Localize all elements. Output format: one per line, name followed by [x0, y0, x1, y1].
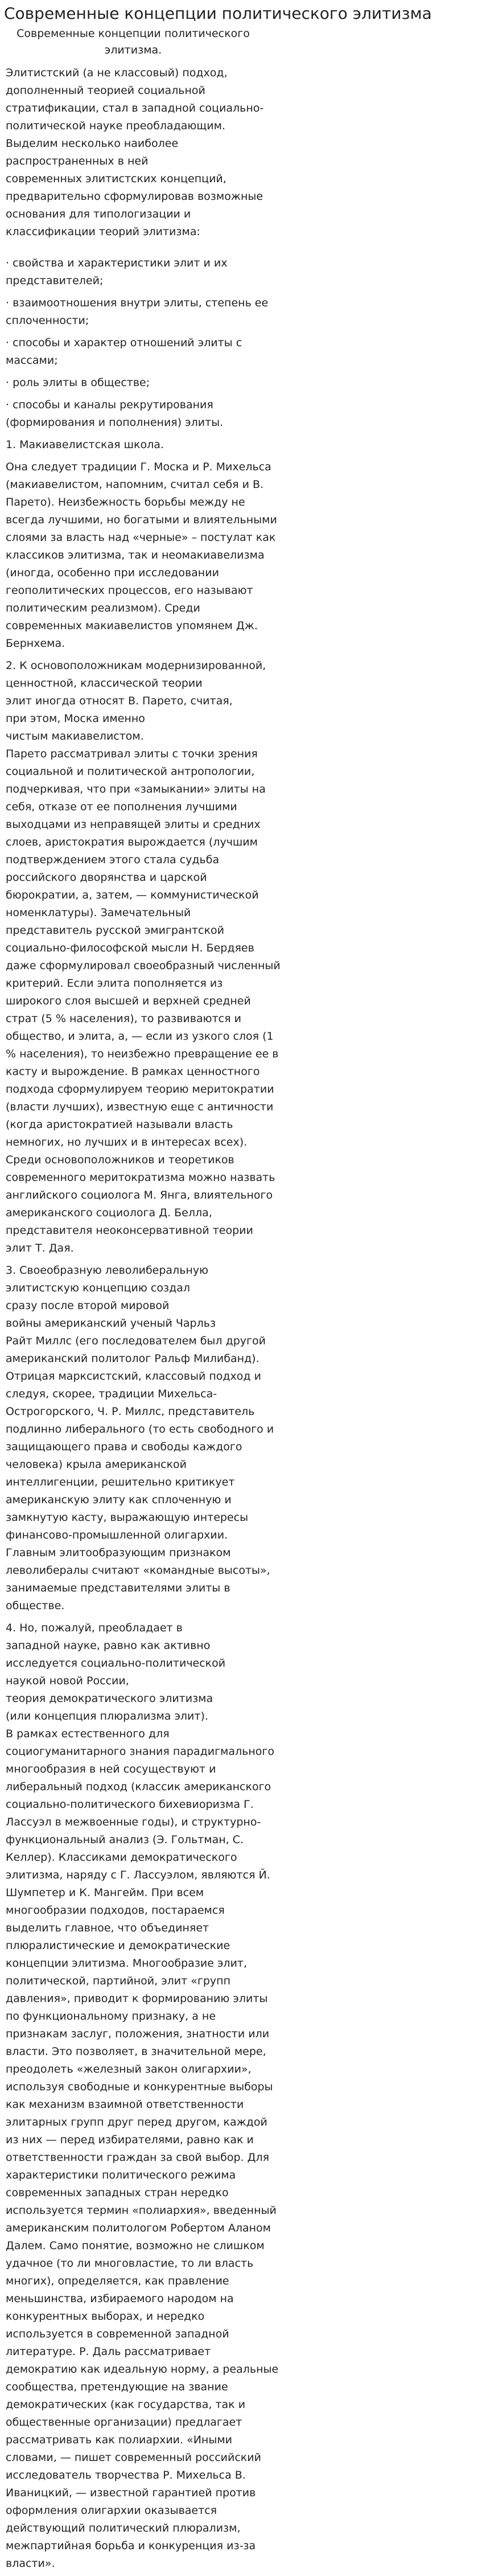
list-item: · роль элиты в обществе;	[6, 376, 150, 389]
section-paragraph: 4. Но, пожалуй, преобладает в западной науке, равно как активно исследуется социально-политической наукой новой России, теория демократического элитизма (или концепция плюрализма элит). В рамках естественного для социогуманитарного знания парадигмального многообразия в ней сосуществуют и либеральный подход (классик американского социально-политического бихевиоризма Г. Лассуэл в межвоенные годы), и структурно- функциональный анализ (Э. Гольтман, С. Келлер). Классиками демократического элитизма, наряду с Г. Лассуэлом, являются Й. Шумпетер и К. Мангейм. При всем многообразии подходов, постараемся выделить главное, что объединяет плюралистические и демократические концепции элитизма. Многообразие элит, политической, партийной, элит «групп давления», приводит к формированию элиты по функциональному признаку, а не признакам заслуг, положения, знатности или власти. Это позволяет, в значительной мере, преодолеть «железный закон олигархии», используя свободные и конкурентные выборы как механизм взаимной ответственности элитарных групп друг перед другом, каждой из них — перед избирателями, равно как и ответственности граждан за свой выбор. Для характеристики политического режима современных западных стран нередко используется термин «полиархия», введенный американским политологом Робертом Аланом Далем. Само понятие, возможно не слишком удачное (то ли многовластие, то ли власть многих), определяется, как правление меньшинства, избираемого народом на конкурентных выборах, и нередко используется в современной западной литературе. Р. Даль рассматривает демократию как идеальную норму, а реальные сообщества, претендующие на звание демократических (как государства, так и общественные организации) предлагает рассматривать как полиархии. «Иными словами, — пишет современный российский исследователь творчества Р. Михельса В. Иваницкий, — известной гарантией против оформления олигархии оказывается действующий политический плюрализм, межпартийная борьба и конкуренция из-за власти».	[6, 1622, 279, 2570]
list-item: · свойства и характеристики элит и их представителей;	[6, 257, 228, 287]
section-heading: 1. Макиавелистская школа.	[6, 438, 164, 451]
list-item: · способы и каналы рекрутирования (формирования и пополнения) элиты.	[6, 399, 224, 429]
list-item: · способы и характер отношений элиты с массами;	[6, 337, 242, 367]
page-subtitle: Современные концепции политического элитизма.	[17, 27, 250, 56]
article-body	[6, 64, 481, 2576]
page-title: Современные концепции политического элитизма	[4, 4, 432, 23]
intro-paragraph: Элитистский (а не классовый) подход, дополненный теорией социальной стратификации, стал в западной социально- политической науке преобладающим. Выделим несколько наиболее распространенных в ней современных элитистских концепций, предварительно сформулировав возможные основания для типологизации и классификации теорий элитизма:	[6, 67, 264, 238]
list-item: · взаимоотношения внутри элиты, степень ее сплоченности;	[6, 297, 269, 327]
section-paragraph: 2. К основоположникам модернизированной, ценностной, классической теории элит иногда относят В. Парето, считая, при этом, Моска именно чистым макиавелистом. Парето рассматривал элиты с точки зрения социальной и политической антропологии, подчеркивая, что при «замыкании» элиты на себя, отказе от ее пополнения лучшими выходцами из неправящей элиты и средних слоев, аристократия вырождается (лучшим подтверждением этого стала судьба российского дворянства и царской бюрократии, а, затем, — коммунистической номенклатуры). Замечательный представитель русской эмигрантской социально-философской мысли Н. Бердяев даже сформулировал своеобразный численный критерий. Если элита пополняется из широкого слоя высшей и верхней средней страт (5 % населения), то развиваются и общество, и элита, а, — если из узкого слоя (1 % населения), то неизбежно превращение ее в касту и вырождение. В рамках ценностного подхода сформулируем теорию меритократии (власти лучших), известную еще с античности (когда аристократией называли власть немногих, но лучших и в интересах всех). Среди основоположников и теоретиков современного меритократизма можно назвать английского социолога М. Янга, влиятельного американского социолога Д. Белла, представителя неоконсервативной теории элит Т. Дая.	[6, 659, 281, 1254]
section-paragraph: 3. Своеобразную леволиберальную элитистскую концепцию создал сразу после второй мировой войны американский ученый Чарльз Райт Миллс (его последователем был другой американский политолог Ральф Милибанд). Отрицая марксистский, классовый подход и следуя, скорее, традиции Михельса- Острогорского, Ч. Р. Миллс, представитель подлинно либерального (то есть свободного и защищающего права и свободы каждого человека) крыла американской интеллигенции, решительно критикует американскую элиту как сплоченную и замкнутую касту, выражающую интересы финансово-промышленной олигархии. Главным элитообразующим признаком леволибералы считают «командные высоты», занимаемые представителями элиты в обществе.	[6, 1264, 274, 1612]
section-paragraph: Она следует традиции Г. Моска и Р. Михельса (макиавелистом, напомним, считал себя и В. Парето). Неизбежность борьбы между не всегда лучшими, но богатыми и влиятельными слоями за власть над «черные» – постулат как классиков элитизма, так и неомакиавелизма (иногда, особенно при исследовании геополитических процессов, его называют политическим реализмом). Среди современных макиавелистов упомянем Дж. Бернхема.	[6, 461, 277, 650]
